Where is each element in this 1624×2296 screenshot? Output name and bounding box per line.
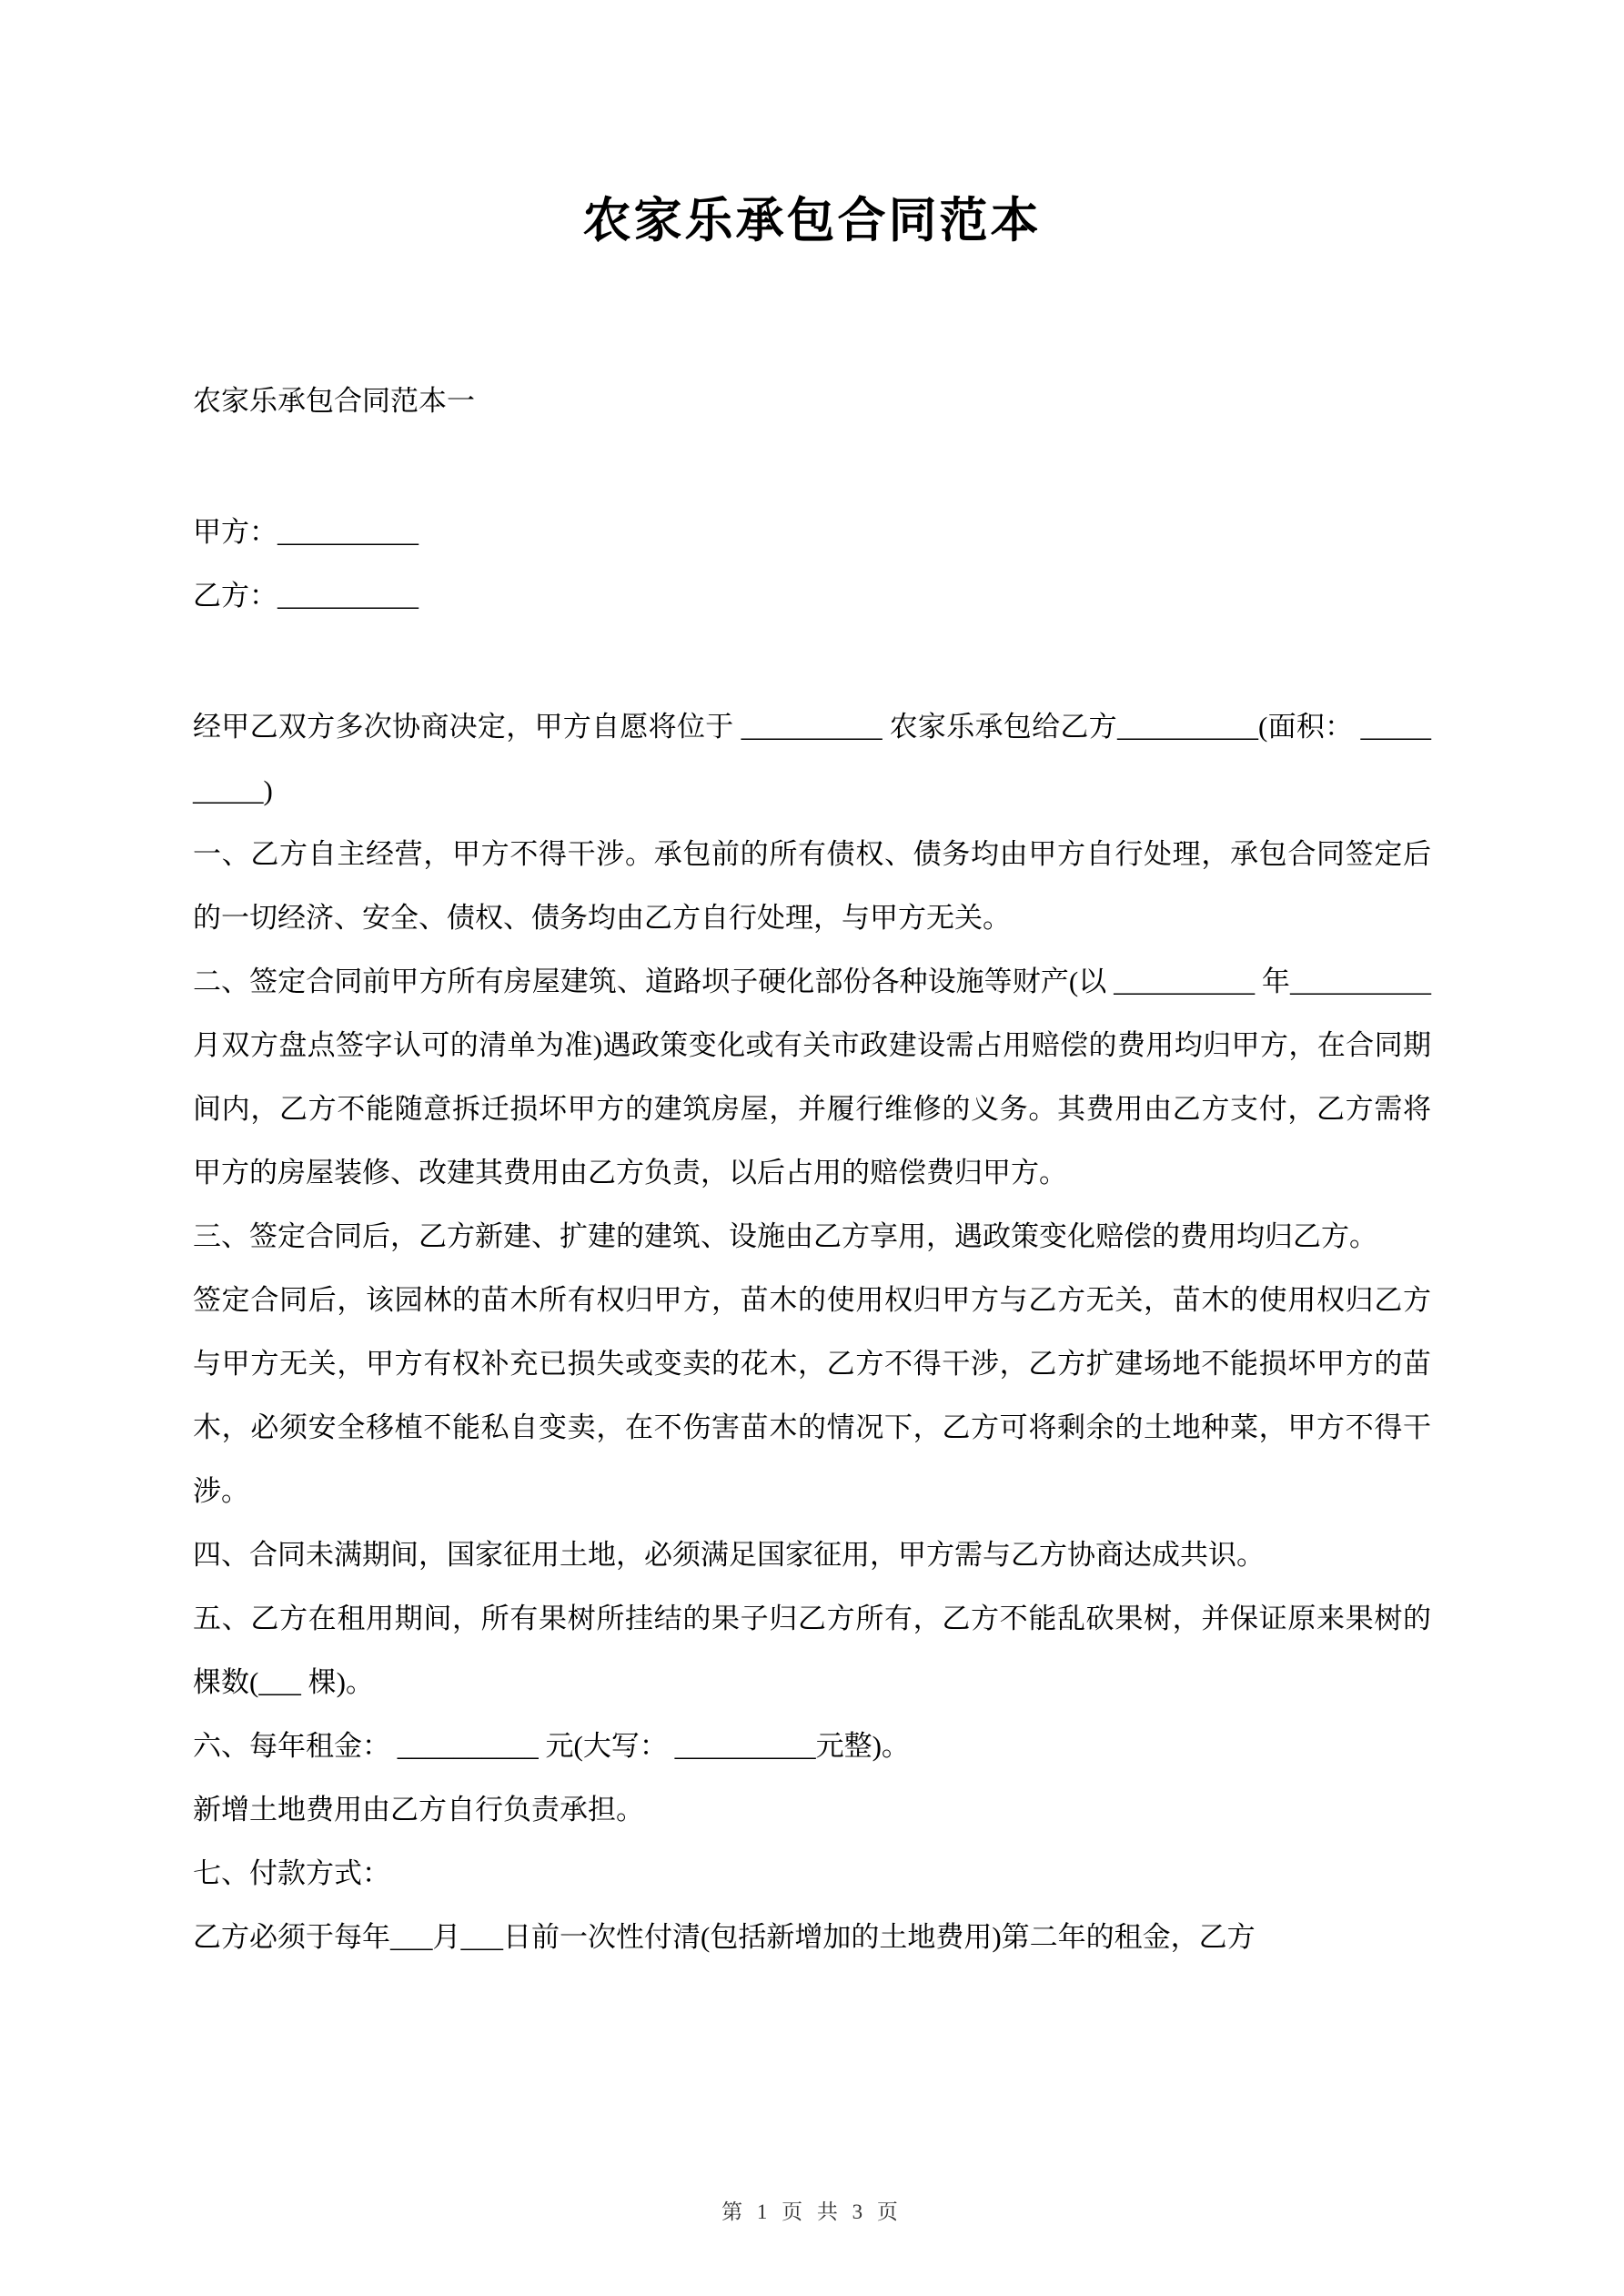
document-title: 农家乐承包合同范本: [582, 195, 1042, 248]
clause-7-body: 乙方必须于每年___月___日前一次性付清(包括新增加的土地费用)第二年的租金，乙方: [193, 1921, 1256, 1953]
document-subtitle: 农家乐承包合同范本一: [193, 385, 475, 417]
party-a-line: 甲方：__________: [193, 516, 419, 548]
clause-2: 二、签定合同前甲方所有房屋建筑、道路坝子硬化部份各种设施等财产(以 __________ 年__________ 月双方盘点签字认可的清单为准)遇政策变化或有关市政建设需占用赔偿的费用均归甲方，在合同期间内，乙方不能随意拆迁损坏甲方的建筑房屋，并履行维修的义务。其费用由乙方支付，乙方需将甲方的房屋装修、改建其费用由乙方负责，以后占用的赔偿费归甲方。: [193, 966, 1431, 1188]
clause-3: 三、签定合同后，乙方新建、扩建的建筑、设施由乙方享用，遇政策变化赔偿的费用均归乙方。: [193, 1220, 1377, 1252]
party-b-line: 乙方：__________: [193, 580, 419, 612]
clause-6: 六、每年租金： __________ 元(大写： __________元整)。: [193, 1730, 910, 1762]
clause-4: 四、合同未满期间，国家征用土地，必须满足国家征用，甲方需与乙方协商达成共识。: [193, 1539, 1265, 1571]
clause-1: 一、乙方自主经营，甲方不得干涉。承包前的所有债权、债务均由甲方自行处理，承包合同签定后的一切经济、安全、债权、债务均由乙方自行处理，与甲方无关。: [193, 838, 1431, 934]
clause-6-note: 新增土地费用由乙方自行负责承担。: [193, 1794, 644, 1826]
intro-clause: 经甲乙双方多次协商决定，甲方自愿将位于 __________ 农家乐承包给乙方__________(面积： __________): [193, 711, 1431, 806]
clause-5: 五、乙方在租用期间，所有果树所挂结的果子归乙方所有，乙方不能乱砍果树，并保证原来果树的棵数(___ 棵)。: [193, 1603, 1431, 1698]
clause-3-supplement: 签定合同后，该园林的苗木所有权归甲方，苗木的使用权归甲方与乙方无关，苗木的使用权归乙方与甲方无关，甲方有权补充已损失或变卖的花木，乙方不得干涉，乙方扩建场地不能损坏甲方的苗木，必须安全移植不能私自变卖，在不伤害苗木的情况下，乙方可将剩余的土地种菜，甲方不得干涉。: [193, 1284, 1431, 1507]
clause-7-heading: 七、付款方式：: [193, 1857, 390, 1889]
page-number-footer: 第 1 页 共 3 页: [721, 2200, 903, 2223]
